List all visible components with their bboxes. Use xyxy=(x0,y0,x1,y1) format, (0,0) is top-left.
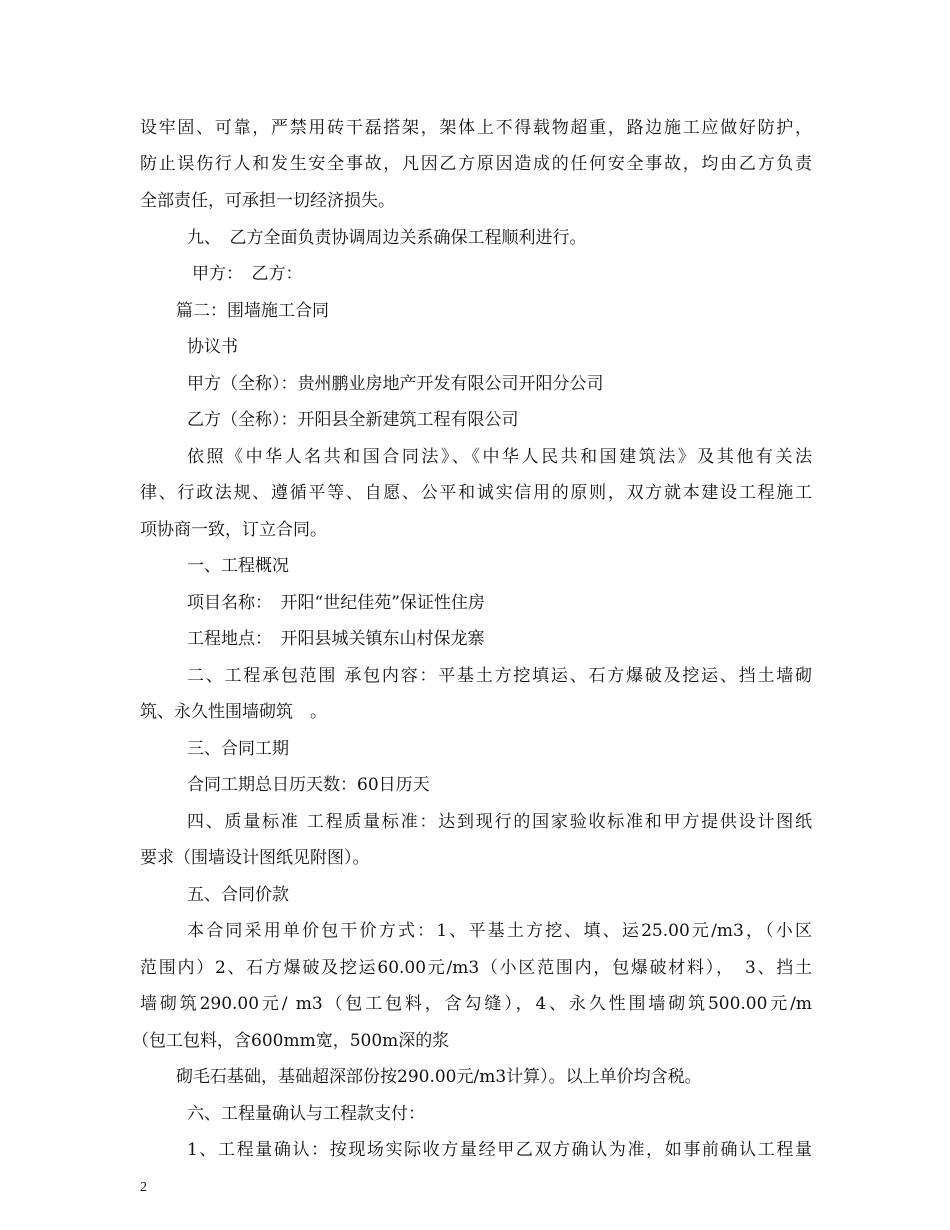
project-location: 工程地点： 开阳县城关镇东山村保龙寨 xyxy=(187,629,485,649)
section-heading: 二、工程承包范围 承包内容：平基土方挖填运、石方爆破及挖运、挡土墙砌 xyxy=(187,666,812,686)
section-heading: 五、合同价款 xyxy=(187,885,289,905)
text-line: 全部责任，可承担一切经济损失。 xyxy=(140,191,395,211)
text-line: 律、行政法规、遵循平等、自愿、公平和诚实信用的原则，双方就本建设工程施工 xyxy=(140,483,812,503)
text-line: （包工包料，含600mm宽，500m深的浆 xyxy=(132,1031,450,1051)
party-b: 乙方（全称）：开阳县全新建筑工程有限公司 xyxy=(187,410,519,430)
signature-line: 甲方： 乙方： xyxy=(192,264,303,284)
page-number: 2 xyxy=(140,1180,147,1195)
text-line: 墙砌筑290.00元/ m3（包工包料，含勾缝），4、永久性围墙砌筑500.00元/m xyxy=(140,994,812,1014)
text-line: 项协商一致，订立合同。 xyxy=(140,520,327,540)
project-name: 项目名称： 开阳“世纪佳苑”保证性住房 xyxy=(187,593,485,613)
text-line: 合同工期总日历天数：60日历天 xyxy=(187,775,430,795)
text-line: 砌毛石基础，基础超深部份按290.00元/m3计算）。以上单价均含税。 xyxy=(176,1067,702,1087)
text-line: 依照《中华人名共和国合同法》、《中华人民共和国建筑法》及其他有关法 xyxy=(187,447,812,467)
text-line: 设牢固、可靠，严禁用砖干磊搭架，架体上不得载物超重，路边施工应做好防护， xyxy=(140,118,812,138)
section-heading: 一、工程概况 xyxy=(187,556,289,576)
text-line: 1、工程量确认：按现场实际收方量经甲乙双方确认为准，如事前确认工程量 xyxy=(187,1140,812,1160)
text-line: 防止误伤行人和发生安全事故，凡因乙方原因造成的任何安全事故，均由乙方负责 xyxy=(140,154,812,174)
text-line: 九、 乙方全面负责协调周边关系确保工程顺利进行。 xyxy=(187,228,587,248)
document-title: 协议书 xyxy=(187,337,238,357)
section-heading: 四、质量标准 工程质量标准：达到现行的国家验收标准和甲方提供设计图纸 xyxy=(187,812,812,832)
text-line: 筑、永久性围墙砌筑 。 xyxy=(140,702,327,722)
section-heading: 六、工程量确认与工程款支付： xyxy=(187,1104,425,1124)
text-line: 范围内）2、石方爆破及挖运60.00元/m3（小区范围内，包爆破材料）， 3、挡土 xyxy=(140,958,812,978)
text-line: 要求（围墙设计图纸见附图）。 xyxy=(140,848,370,868)
section-heading: 篇二：围墙施工合同 xyxy=(176,301,329,321)
text-line: 本合同采用单价包干价方式：1、平基土方挖、填、运25.00元/m3，（小区 xyxy=(187,921,812,941)
section-heading: 三、合同工期 xyxy=(187,739,289,759)
party-a: 甲方（全称）：贵州鹏业房地产开发有限公司开阳分公司 xyxy=(187,374,604,394)
